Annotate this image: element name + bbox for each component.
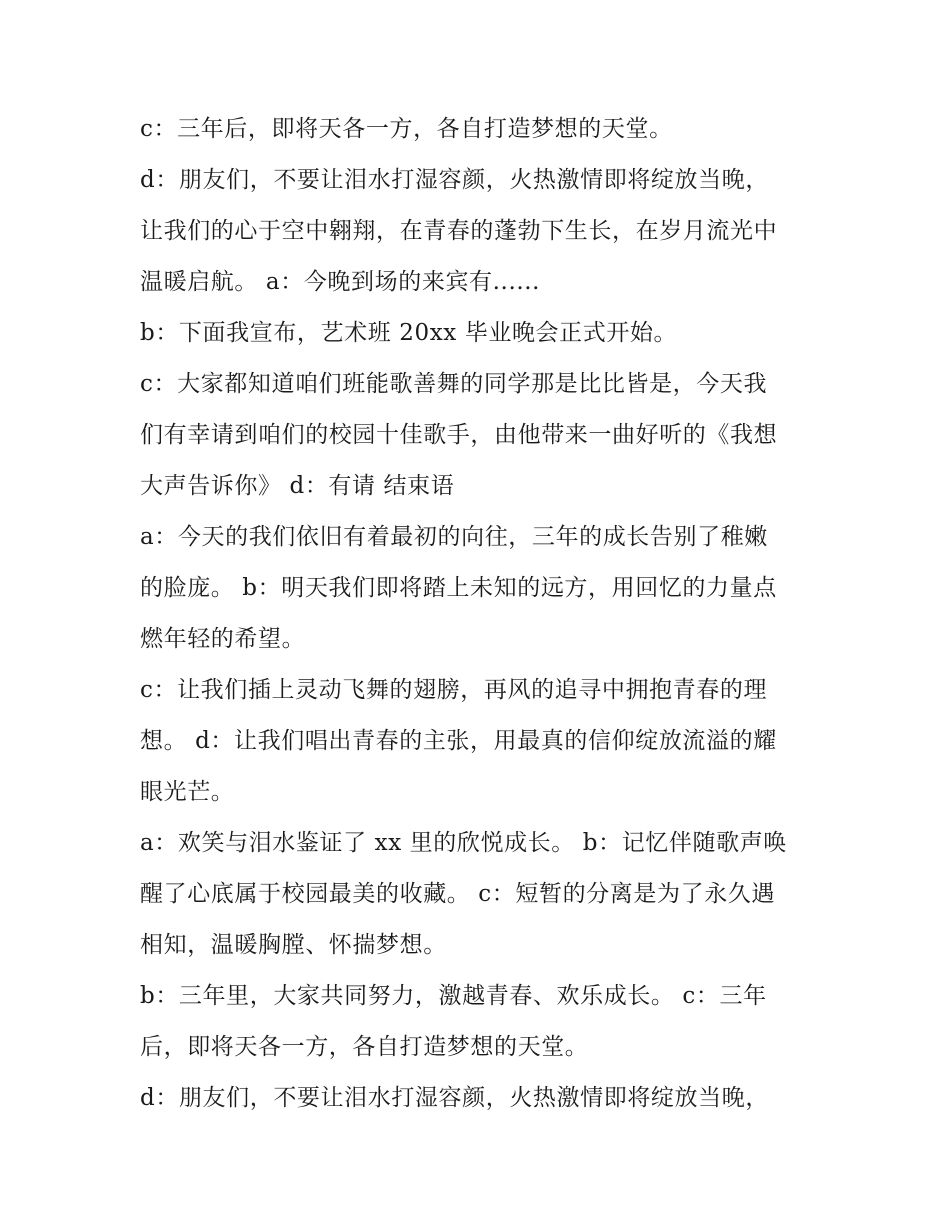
text-line: c：让我们插上灵动飞舞的翅膀，再风的追寻中拥抱青春的理 <box>140 677 768 703</box>
text-line: c：三年后，即将天各一方，各自打造梦想的天堂。 <box>140 116 673 142</box>
text-line: c：大家都知道咱们班能歌善舞的同学那是比比皆是，今天我 <box>140 371 768 397</box>
text-line: a：欢笑与泪水鉴证了 xx 里的欣悦成长。 b：记忆伴随歌声唤 <box>140 830 787 856</box>
text-line: 相知，温暖胸膛、怀揣梦想。 <box>140 932 447 958</box>
text-line: d：朋友们，不要让泪水打湿容颜，火热激情即将绽放当晚， <box>140 167 769 193</box>
text-line: 温暖启航。 a：今晚到场的来宾有...... <box>140 269 541 295</box>
text-line: 让我们的心于空中翱翔，在青春的蓬勃下生长，在岁月流光中 <box>140 218 778 244</box>
text-line: 燃年轻的希望。 <box>140 626 306 652</box>
text-line: b：下面我宣布，艺术班 20xx 毕业晚会正式开始。 <box>140 320 678 346</box>
text-line: 大声告诉你》 d：有请 结束语 <box>140 473 455 499</box>
text-line: 眼光芒。 <box>140 779 235 805</box>
text-line: a：今天的我们依旧有着最初的向往，三年的成长告别了稚嫩 <box>140 524 768 550</box>
text-line: b：三年里，大家共同努力，激越青春、欢乐成长。 c：三年 <box>140 983 767 1009</box>
text-line: 的脸庞。 b：明天我们即将踏上未知的远方，用回忆的力量点 <box>140 575 777 601</box>
text-line: 后，即将天各一方，各自打造梦想的天堂。 <box>140 1034 589 1060</box>
text-line: 们有幸请到咱们的校园十佳歌手，由他带来一曲好听的《我想 <box>140 422 778 448</box>
text-line: 想。 d：让我们唱出青春的主张，用最真的信仰绽放流溢的耀 <box>140 728 777 754</box>
document-body-text <box>140 104 820 1124</box>
text-line: d：朋友们，不要让泪水打湿容颜，火热激情即将绽放当晚， <box>140 1085 769 1111</box>
text-line: 醒了心底属于校园最美的收藏。 c：短暂的分离是为了永久遇 <box>140 881 775 907</box>
